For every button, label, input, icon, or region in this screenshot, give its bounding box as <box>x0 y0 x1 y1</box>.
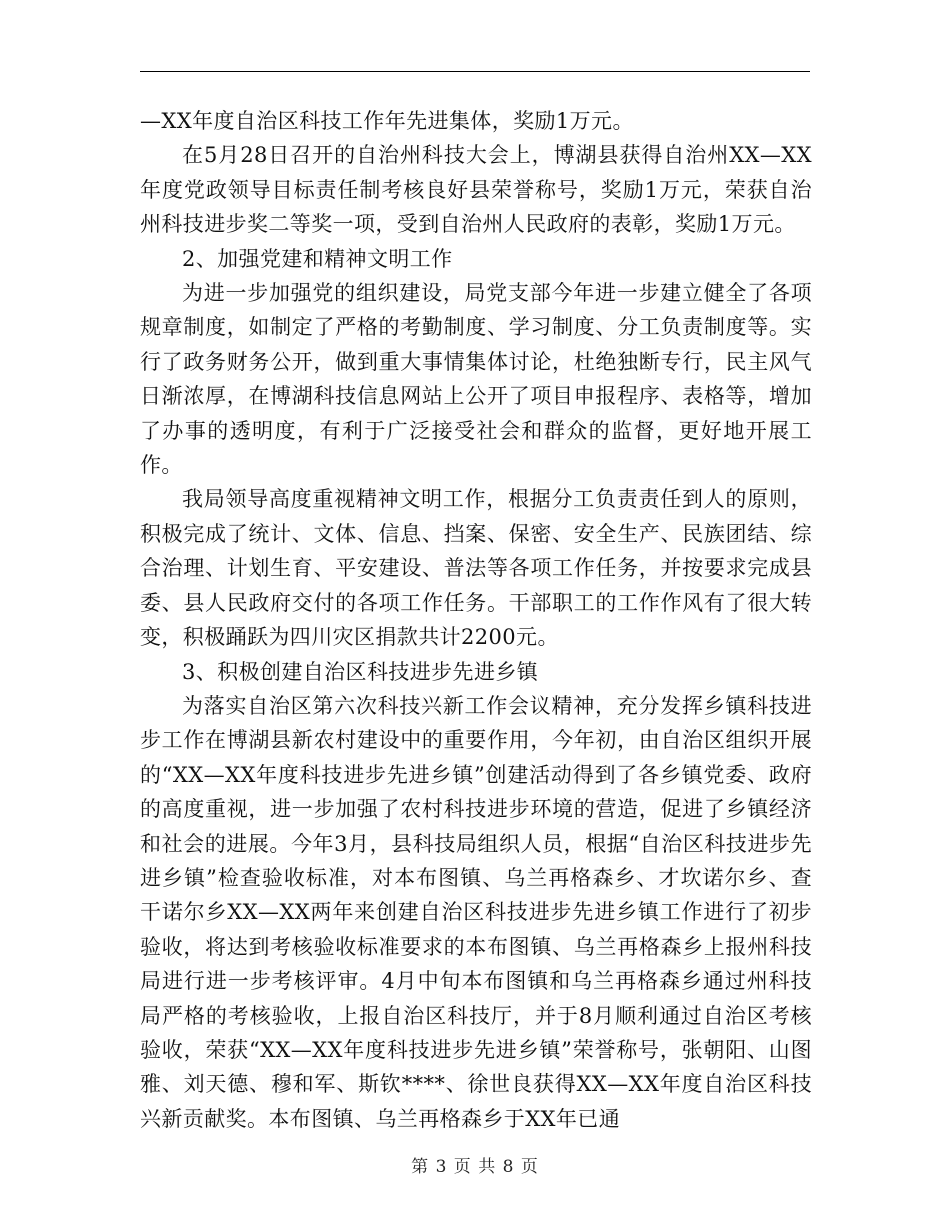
page-number-label: 第 3 页 共 8 页 <box>411 1157 539 1177</box>
paragraph-continuation: —XX年度自治区科技工作年先进集体，奖励1万元。 <box>140 109 634 133</box>
header-rule <box>140 71 810 72</box>
document-body <box>140 104 812 1136</box>
page-footer <box>0 1152 950 1177</box>
paragraph-party-organization: 为进一步加强党的组织建设，局党支部今年进一步建立健全了各项规章制度，如制定了严格的考勤制度、学习制度、分工负责制度等。实行了政务财务公开，做到重大事情集体讨论，杜绝独断专行，民主风气日渐浓厚，在博湖科技信息网站上公开了项目申报程序、表格等，增加了办事的透明度，有利于广泛接受社会和群众的监督，更好地开展工作。 <box>140 281 812 478</box>
paragraph-spiritual-civilization: 我局领导高度重视精神文明工作，根据分工负责责任到人的原则，积极完成了统计、文体、信息、挡案、保密、安全生产、民族团结、综合治理、计划生育、平安建设、普法等各项工作任务，并按要求完成县委、县人民政府交付的各项工作任务。干部职工的工作作风有了很大转变，积极踊跃为四川灾区捐款共计2200元。 <box>140 487 812 650</box>
section-heading-party-building: 2、加强党建和精神文明工作 <box>182 246 453 271</box>
paragraph-award-conference: 在5月28日召开的自治州科技大会上，博湖县获得自治州XX—XX年度党政领导目标责任制考核良好县荣誉称号，奖励1万元，荣获自治州科技进步奖二等奖一项，受到自治州人民政府的表彰，奖励1万元。 <box>140 143 812 237</box>
paragraph-township-creation: 为落实自治区第六次科技兴新工作会议精神，充分发挥乡镇科技进步工作在博湖县新农村建设中的重要作用，今年初，由自治区组织开展的“XX—XX年度科技进步先进乡镇”创建活动得到了各乡镇党委、政府的高度重视，进一步加强了农村科技进步环境的营造，促进了乡镇经济和社会的进展。今年3月，县科技局组织人员，根据“自治区科技进步先进乡镇”检查验收标准，对本布图镇、乌兰再格森乡、才坎诺尔乡、查干诺尔乡XX—XX两年来创建自治区科技进步先进乡镇工作进行了初步验收，将达到考核验收标准要求的本布图镇、乌兰再格森乡上报州科技局进行进一步考核评审。4月中旬本布图镇和乌兰再格森乡通过州科技局严格的考核验收，上报自治区科技厅，并于8月顺利通过自治区考核验收，荣获“XX—XX年度科技进步先进乡镇”荣誉称号，张朝阳、山图雅、刘天德、穆和军、斯钦****、徐世良获得XX—XX年度自治区科技兴新贡献奖。本布图镇、乌兰再格森乡于XX年已通 <box>140 693 812 1131</box>
section-heading-advanced-townships: 3、积极创建自治区科技进步先进乡镇 <box>182 659 539 684</box>
